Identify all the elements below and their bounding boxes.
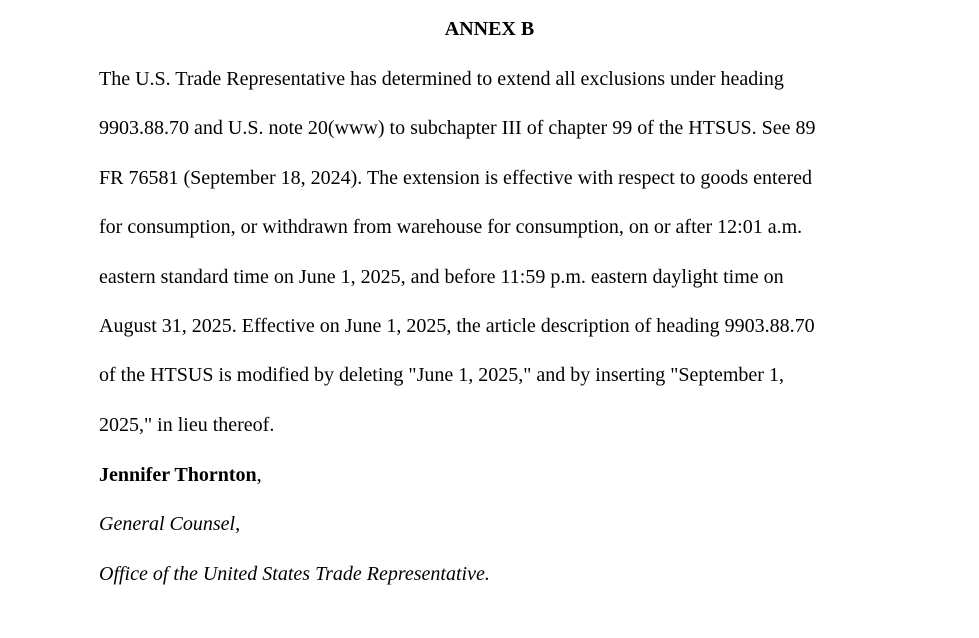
signatory-name-line bbox=[99, 462, 262, 488]
signatory-title: General Counsel, bbox=[99, 513, 241, 535]
paragraph-line: for consumption, or withdrawn from warehouse for consumption, on or after 12:01 a.m. bbox=[99, 216, 803, 239]
paragraph-line: FR 76581 (September 18, 2024). The extension is effective with respect to goods entered bbox=[99, 166, 812, 189]
paragraph-line: 2025," in lieu thereof. bbox=[99, 413, 275, 436]
paragraph-line: of the HTSUS is modified by deleting "June 1, 2025," and by inserting "September 1, bbox=[99, 364, 784, 387]
signatory-name-comma: , bbox=[256, 464, 262, 486]
paragraph-line: eastern standard time on June 1, 2025, and before 11:59 p.m. eastern daylight time on bbox=[99, 265, 784, 288]
paragraph-line: 9903.88.70 and U.S. note 20(www) to subchapter III of chapter 99 of the HTSUS. See 89 bbox=[99, 117, 816, 140]
signatory-name: Jennifer Thornton bbox=[99, 464, 257, 486]
annex-heading: ANNEX B bbox=[444, 18, 535, 40]
paragraph-line: August 31, 2025. Effective on June 1, 2025, the article description of heading 9903.88.70 bbox=[99, 314, 815, 337]
signatory-office: Office of the United States Trade Representative. bbox=[99, 563, 490, 585]
annex-body-paragraph bbox=[99, 66, 816, 461]
paragraph-line: The U.S. Trade Representative has determined to extend all exclusions under heading bbox=[99, 68, 784, 90]
